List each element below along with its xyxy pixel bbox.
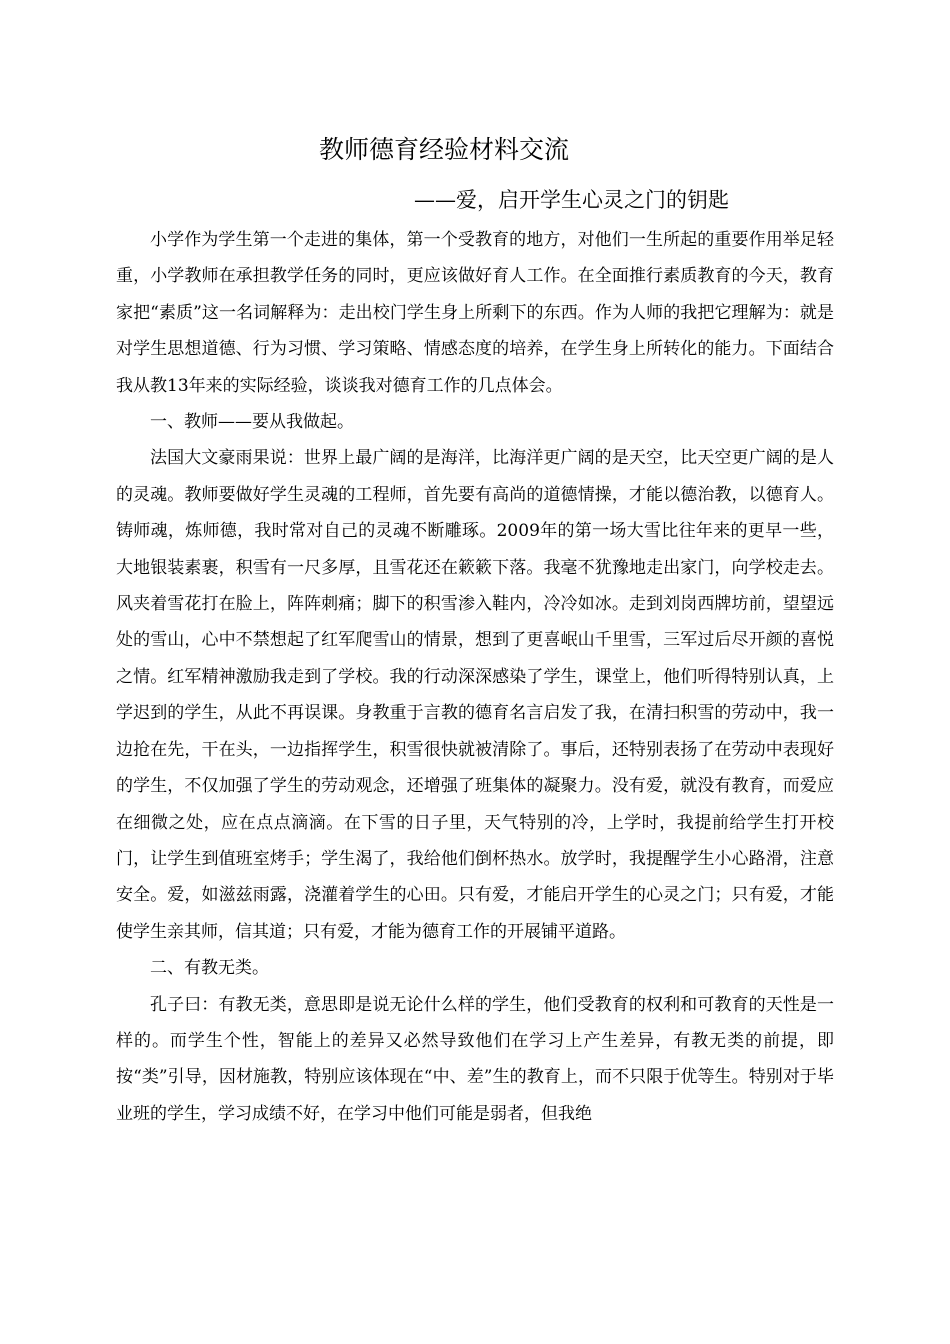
paragraph-section-1: 法国大文豪雨果说：世界上最广阔的是海洋，比海洋更广阔的是天空，比天空更广阔的是人的灵魂。教师要做好学生灵魂的工程师，首先要有高尚的道德情操，才能以德治教，以德育人。铸师魂，炼师德，我时常对自己的灵魂不断雕琢。2009年的第一场大雪比往年来的更早一些，大地银装素裹，积雪有一尺多厚，且雪花还在簌簌下落。我毫不犹豫地走出家门，向学校走去。风夹着雪花打在脸上，阵阵刺痛；脚下的积雪渗入鞋内，冷冷如冰。走到刘岗西牌坊前，望望远处的雪山，心中不禁想起了红军爬雪山的情景，想到了更喜岷山千里雪，三军过后尽开颜的喜悦之情。红军精神激励我走到了学校。我的行动深深感染了学生，课堂上，他们听得特别认真，上学迟到的学生，从此不再误课。身教重于言教的德育名言启发了我，在清扫积雪的劳动中，我一边抢在先，干在头，一边指挥学生，积雪很快就被清除了。事后，还特别表扬了在劳动中表现好的学生，不仅加强了学生的劳动观念，还增强了班集体的凝聚力。没有爱，就没有教育，而爱应在细微之处，应在点点滴滴。在下雪的日子里，天气特别的冷，上学时，我提前给学生打开校门，让学生到值班室烤手；学生渴了，我给他们倒杯热水。放学时，我提醒学生小心路滑，注意安全。爱，如滋兹雨露，浇灌着学生的心田。只有爱，才能启开学生的心灵之门；只有爱，才能使学生亲其师，信其道；只有爱，才能为德育工作的开展铺平道路。: [116, 448, 834, 942]
section-heading-2: 二、有教无类。: [150, 958, 269, 979]
document-title: 教师德育经验材料交流: [319, 135, 570, 164]
document-body: [116, 222, 834, 1132]
section-heading-1: 一、教师——要从我做起。: [150, 412, 354, 433]
paragraph-section-2: 孔子曰：有教无类，意思即是说无论什么样的学生，他们受教育的权利和可教育的天性是一样的。而学生个性，智能上的差异又必然导致他们在学习上产生差异，有教无类的前提，即按“类”引导，因材施教，特别应该体现在“中、差”生的教育上，而不只限于优等生。特别对于毕业班的学生，学习成绩不好，在学习中他们可能是弱者，但我绝: [116, 994, 834, 1124]
document-subtitle: ——爱，启开学生心灵之门的钥匙: [414, 188, 729, 212]
paragraph-intro: 小学作为学生第一个走进的集体，第一个受教育的地方，对他们一生所起的重要作用举足轻重，小学教师在承担教学任务的同时，更应该做好育人工作。在全面推行素质教育的今天，教育家把“素质”这一名词解释为：走出校门学生身上所剩下的东西。作为人师的我把它理解为：就是对学生思想道德、行为习惯、学习策略、情感态度的培养，在学生身上所转化的能力。下面结合我从教13年来的实际经验，谈谈我对德育工作的几点体会。: [116, 230, 834, 396]
